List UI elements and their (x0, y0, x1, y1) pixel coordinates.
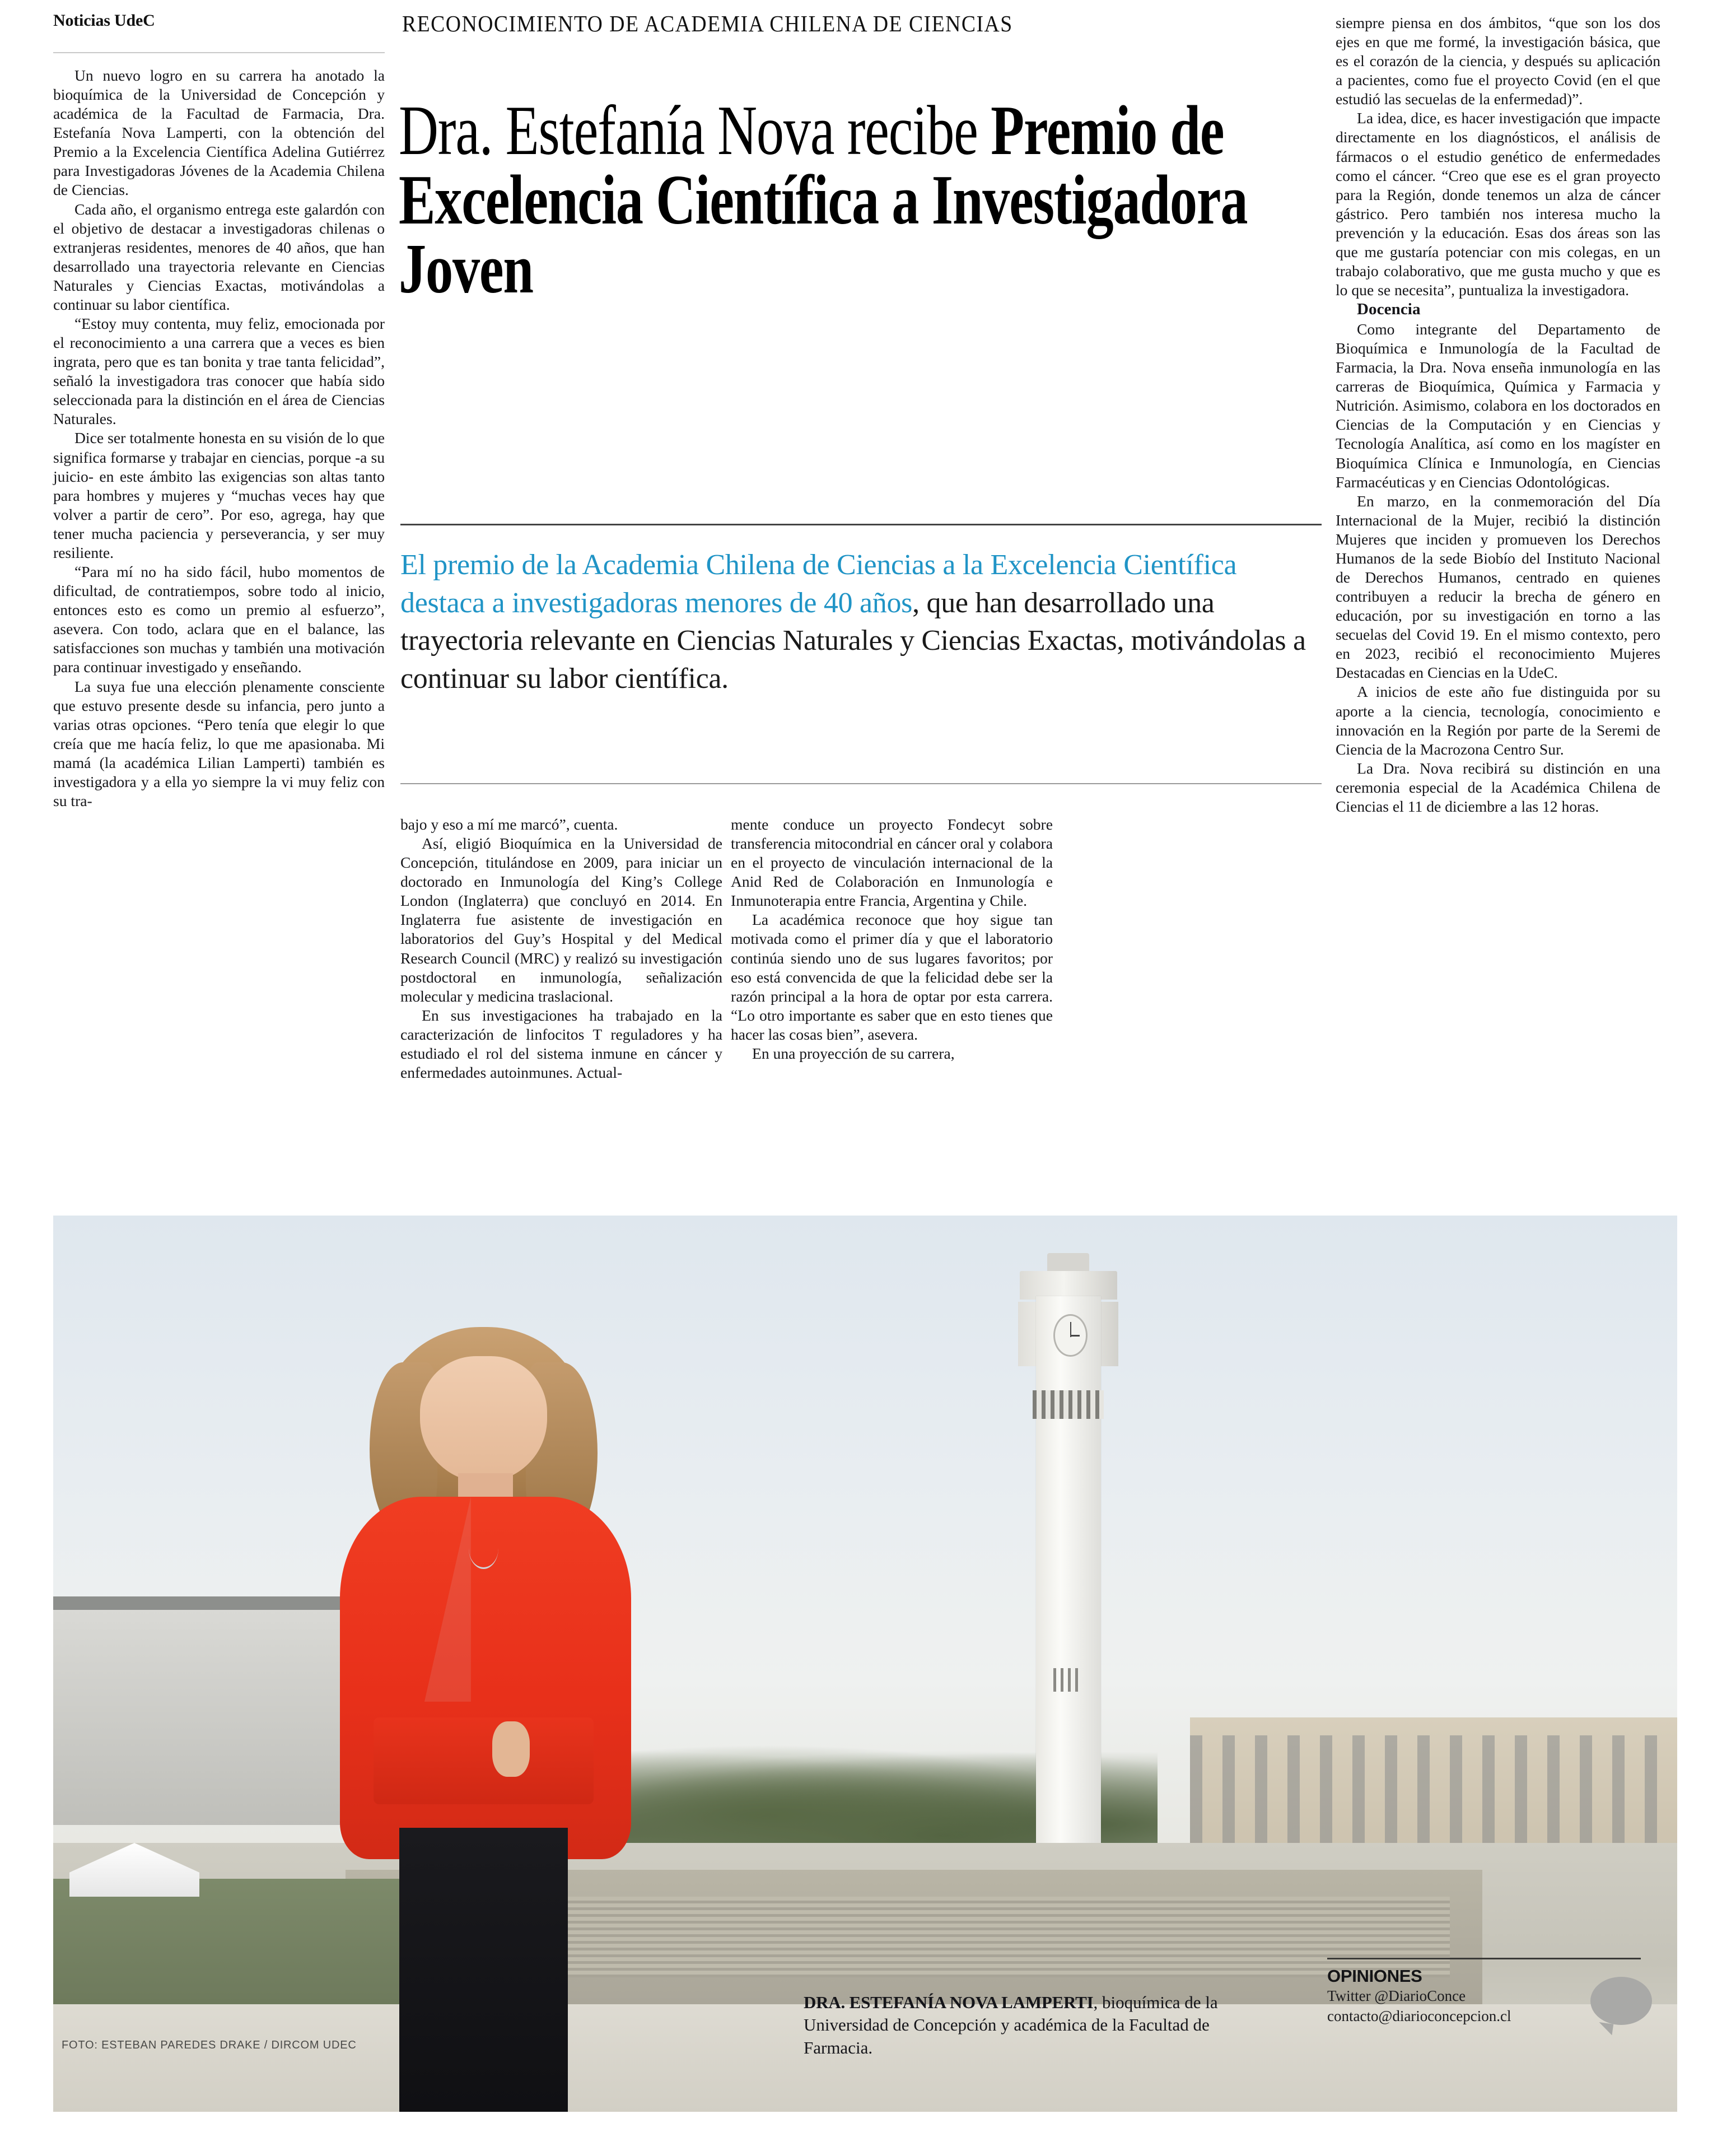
paragraph: En marzo, en la conmemoración del Día Internacional de la Mujer, recibió la distinción Mujeres que inciden y promueven los Derechos Humanos de la sede Biobío del Instituto Nacional de Derechos Humanos, centrado en quienes contribuyen a reducir la brecha de género en educación, por su investigación en torno a las secuelas del Covid 19. En el mismo contexto, pero en 2023, recibió el reconocimiento Mujeres Destacadas en Ciencias en la UdeC. (1336, 492, 1660, 682)
paragraph: bajo y eso a mí me marcó”, cuenta. (400, 816, 618, 833)
column-two (400, 815, 722, 1082)
opiniones-email[interactable]: contacto@diarioconcepcion.cl (1327, 2007, 1511, 2024)
caption-description: , bioquímica de la Universidad de Concepción y académica de la Facultad de Farmacia. (804, 1992, 1218, 2057)
opiniones-title: OPINIONES (1327, 1966, 1422, 1986)
column-one (53, 66, 385, 811)
paragraph: Así, eligió Bioquímica en la Universidad de Concepción, titulándose en 2009, para iniciar un doctorado en Inmunología del King’s College London (Inglaterra) que concluyó en 2014. En Inglaterra fue asistente de investigación en laboratorios del Guy’s Hospital y del Medical Research Council (MRC) y realizó su investigación postdoctoral en inmunología, señalización molecular y medicina traslacional. (400, 835, 722, 1005)
headline-rule-bottom (400, 783, 1322, 784)
subject-black-trousers (399, 1828, 568, 2112)
paragraph: siempre piensa en dos ámbitos, “que son los dos ejes en que me formé, la investigación básica, que es el corazón de la ciencia, y después su aplicación a pacientes, como fue el proyecto Covid (en el que estudió las secuelas de la enfermedad)”. (1336, 14, 1660, 108)
paragraph: La Dra. Nova recibirá su distinción en una ceremonia especial de la Académica Chilena de Ciencias el 11 de diciembre a las 12 horas. (1336, 759, 1660, 815)
section-subhead-docencia: Docencia (1357, 300, 1421, 319)
paragraph: La idea, dice, es hacer investigación que impacte directamente en los diagnósticos, el análisis de fármacos o el estudio genético de enfermedades como el cáncer. “Creo que ese es el gran proyecto para la Región, donde tenemos un alza de cáncer gástrico. Pero también nos interesa mucho la prevención y la educación. Esas dos áreas son las que me gustaría potenciar con mis colegas, en un trabajo colaborativo, que me gusta mucho y que es lo que se necesita”, puntualiza la investigadora. (1336, 109, 1660, 299)
column-four (1336, 13, 1660, 816)
photo-caption (804, 1991, 1274, 2059)
clock-tower-campanil (1036, 1296, 1101, 1870)
photo-credit: FOTO: ESTEBAN PAREDES DRAKE / DIRCOM UDEC (62, 2039, 357, 2051)
deck-rest: , que han desarrollado una trayectoria relevante en Ciencias Naturales y Ciencias Exactas, motivándolas a continuar su labor científica. (400, 586, 1306, 695)
subject-face (420, 1356, 547, 1482)
paragraph: “Para mí no ha sido fácil, hubo momentos de dificultad, de contratiempos, sobre todo al inicio, entonces esto es como un premio al esfuerzo”, asevera. Con todo, aclara que en el balance, las satisfacciones son muchas y también una motivación para continuar investigado y enseñando. (53, 563, 385, 676)
article-deck (400, 546, 1324, 697)
subject-hand (492, 1721, 530, 1777)
tower-slots (1053, 1668, 1081, 1692)
masthead-divider (53, 52, 385, 53)
subject-necklace (469, 1528, 498, 1569)
photo-subject-portrait (273, 1323, 695, 2112)
speech-bubble-icon (1590, 1977, 1652, 2025)
paragraph: Como integrante del Departamento de Bioquímica e Inmunología de la Facultad de Farmacia, la Dra. Nova enseña inmunología en las carreras de Bioquímica, Química y Farmacia y Nutrición. Asimismo, colabora en los doctorados en Ciencias de la Computación y en Ciencias y Tecnología Analítica, así como en los magíster en Bioquímica Clínica e Inmunología, en Ciencias Farmacéuticas y en Ciencias Odontológicas. (1336, 320, 1660, 491)
paragraph: En sus investigaciones ha trabajado en la caracterización de linfocitos T reguladores y ha estudiado el rol del sistema inmune en cáncer y enfermedades autoinmunes. Actual- (400, 1006, 722, 1082)
deck-highlight: El premio de la Academia Chilena de Ciencias a la Excelencia Científica destaca a investigadoras menores de 40 años (400, 549, 1237, 619)
column-three (731, 815, 1053, 1063)
paragraph: En una proyección de su carrera, (752, 1044, 955, 1062)
paragraph: Cada año, el organismo entrega este galardón con el objetivo de destacar a investigadoras chilenas o extranjeras residentes, menores de 40 años, que han desarrollado una trayectoria relevante en Ciencias Naturales y Ciencias Exactas, motivándolas a continuar su labor científica. (53, 200, 385, 313)
paragraph: A inicios de este año fue distinguida por su aporte a la ciencia, tecnología, conocimiento e innovación en la Región por parte de la Seremi de Ciencia de la Macrozona Centro Sur. (1336, 683, 1660, 758)
paragraph: “Estoy muy contenta, muy feliz, emocionada por el reconocimiento a una carrera que a veces es bien ingrata, pero que es tan bonita y trae tanta felicidad”, señaló la investigadora tras conocer que había sido seleccionada para la distinción en el área de Ciencias Naturales. (53, 315, 385, 428)
opiniones-divider (1327, 1958, 1641, 1959)
opiniones-twitter[interactable]: Twitter @DiarioConce (1327, 1987, 1466, 2004)
paragraph: Un nuevo logro en su carrera ha anotado la bioquímica de la Universidad de Concepción y académica de la Facultad de Farmacia, Dra. Estefanía Nova Lamperti, con la obtención del Premio a la Excelencia Científica Adelina Gutiérrez para Investigadoras Jóvenes de la Academia Chilena de Ciencias. (53, 67, 385, 199)
article-kicker: RECONOCIMIENTO DE ACADEMIA CHILENA DE CIENCIAS (402, 11, 1013, 36)
paragraph: Dice ser totalmente honesta en su visión de lo que significa formarse y trabajar en ciencias, porque -a su juicio- en este ámbito las exigencias son altas tanto para hombres y mujeres y “muchas veces hay que volver a partir de cero”. Por eso, agrega, hay que tener mucha paciencia y perseverancia, y ser muy resiliente. (53, 429, 385, 561)
paragraph: La académica reconoce que hoy sigue tan motivada como el primer día y que el laboratorio continúa siendo uno de sus lugares favoritos; por eso está convencida de que la felicidad debe ser la razón principal a la hora de optar por esta carrera. “Lo otro importante es saber que en esto tienes que hacer las cosas bien”, asevera. (731, 911, 1053, 1043)
article-headline (399, 92, 1325, 309)
tower-cap (1020, 1271, 1117, 1300)
headline-rule-top (400, 524, 1322, 525)
paragraph: mente conduce un proyecto Fondecyt sobre transferencia mitocondrial en cáncer oral y colabora en el proyecto de vinculación internacional de la Anid Red de Colaboración en Inmunología e Inmunoterapia entre Francia, Argentina y Chile. (731, 816, 1053, 910)
caption-subject-name: DRA. ESTEFANÍA NOVA LAMPERTI (804, 1992, 1094, 2012)
headline-light-part: Dra. Estefanía Nova recibe (399, 92, 991, 170)
opiniones-block (1327, 1958, 1658, 2026)
headline-bold-part: Premio de Excelencia Científica a Investigadora Joven (399, 92, 1248, 309)
paragraph: La suya fue una elección plenamente consciente que estuvo presente desde su infancia, pero junto a varias otras opciones. “Pero tenía que elegir lo que creía que me hacía feliz, lo que me apasionaba. Mi mamá (la académica Lilian Lamperti) también es investigadora y a ella yo siempre la vi muy feliz con su tra- (53, 677, 385, 809)
tower-finial (1047, 1253, 1089, 1273)
masthead-label: Noticias UdeC (53, 11, 155, 30)
subject-crossed-arms (374, 1717, 593, 1804)
tower-vents (1033, 1390, 1104, 1419)
